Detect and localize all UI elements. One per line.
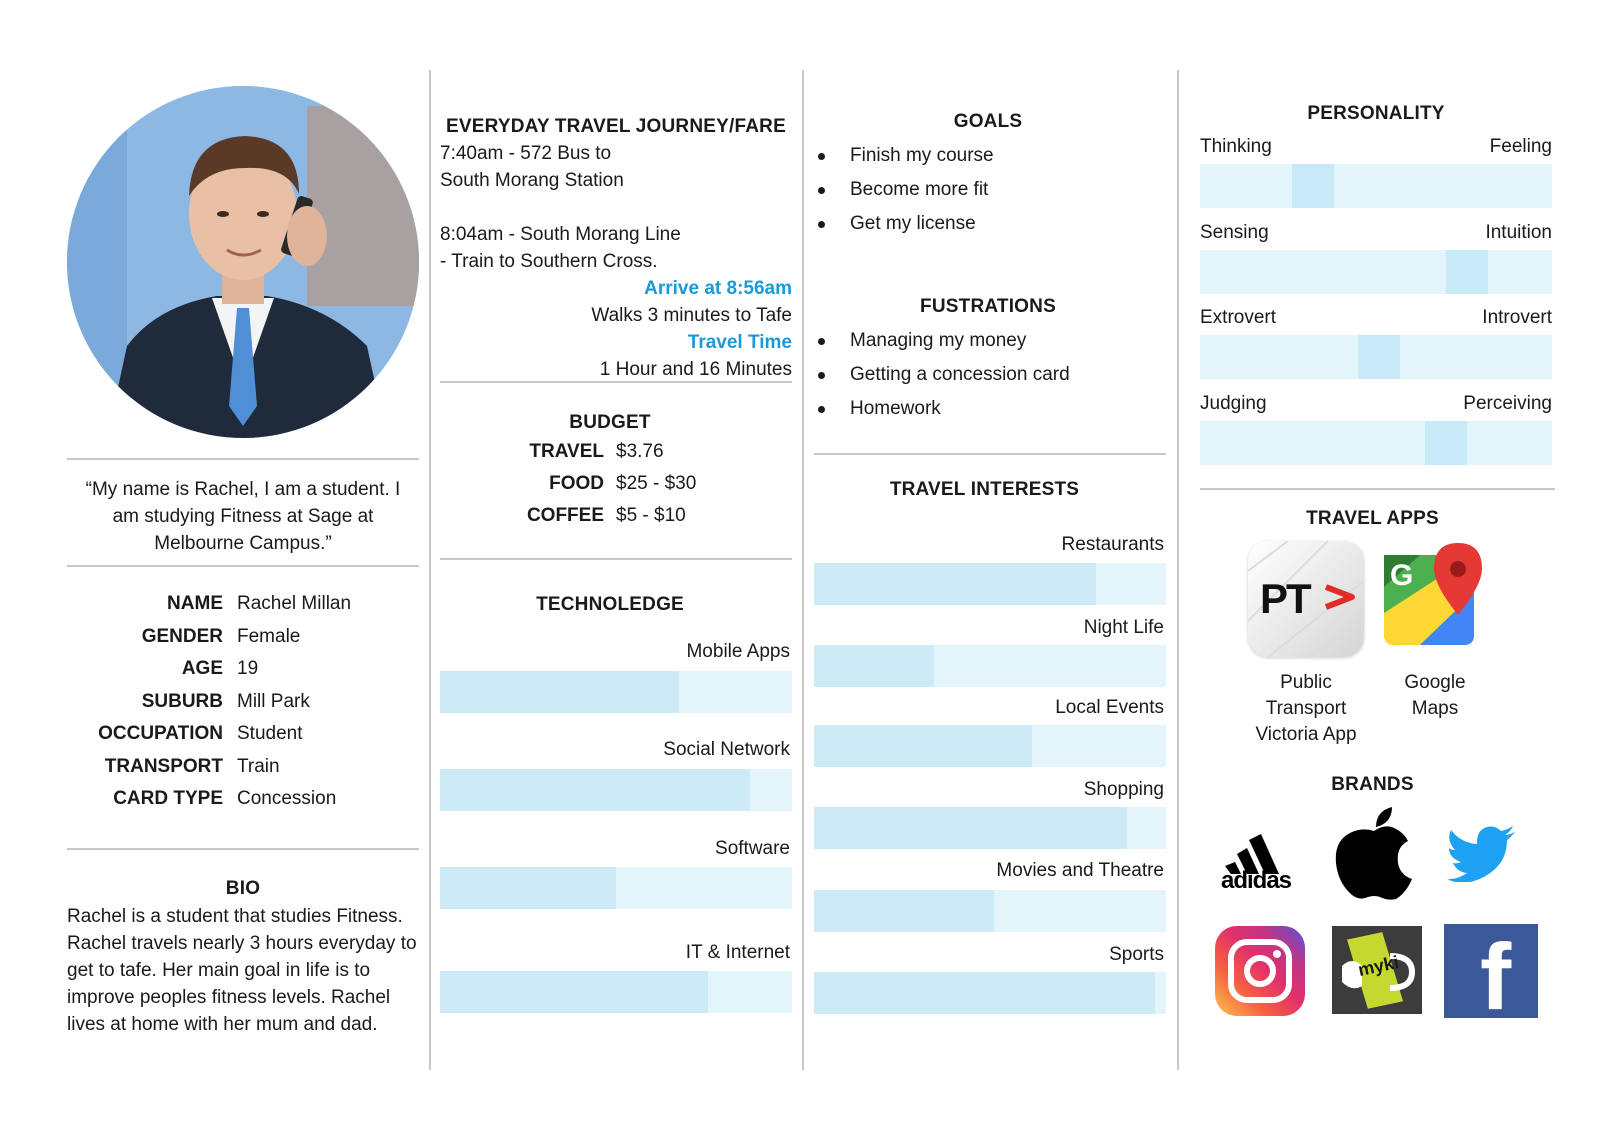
adidas-wordmark: adidas [1221,867,1292,894]
field-key: AGE [181,658,223,679]
interest-bar-fill [814,645,934,687]
twitter-bird-icon [1447,826,1517,882]
field-key: NAME [167,593,223,614]
myki-logo [1332,926,1422,1014]
interest-bar-fill [814,890,994,932]
personality-right-label: Perceiving [1463,393,1552,414]
interest-bar-sports [814,972,1166,1014]
personality-left-label: Thinking [1200,136,1272,157]
budget-key: FOOD [549,473,604,494]
journey-line-4: - Train to Southern Cross. [440,251,658,272]
journey-line-3: 8:04am - South Morang Line [440,224,681,245]
profile-divider-2 [67,565,419,567]
tech-bar-fill [440,769,750,811]
field-key: CARD TYPE [113,788,223,809]
frustrations-title: FUSTRATIONS [920,296,1056,317]
personality-divider [1200,488,1555,490]
interest-label-night-life: Night Life [1083,617,1164,638]
field-key: GENDER [141,625,223,647]
personality-scale-judging-perceiving [1200,421,1552,465]
budget-title: BUDGET [569,412,651,433]
bio-text: Rachel is a student that studies Fitness. Rachel travels nearly 3 hours everyday to get to tafe. Her main goal in life is to improve peoples fitness levels. Rachel lives at home with her mum and dad. [67,906,417,1035]
personality-left-label: Sensing [1200,222,1269,243]
field-row-name [67,588,419,621]
personality-scale-thinking-feeling [1200,164,1552,208]
personality-right-label: Intuition [1485,222,1552,243]
tech-label-it-internet: IT & Internet [685,942,790,963]
travel-apps-title: TRAVEL APPS [1306,508,1439,529]
google-maps-label: Google Maps [1404,672,1466,719]
tech-label-mobile-apps: Mobile Apps [686,641,790,662]
interest-bar-fill [814,807,1127,849]
personality-scale-sensing-intuition [1200,250,1552,294]
field-value: Train [237,755,280,777]
person-photo-icon [67,86,419,438]
tech-bar-social-network [440,769,792,811]
facebook-logo [1444,924,1538,1018]
journey-line-2: South Morang Station [440,170,624,191]
profile-divider-1 [67,458,419,460]
budget-list [440,436,792,532]
field-key: SUBURB [141,690,223,712]
interest-bar-shopping [814,807,1166,849]
technology-title: TECHNOLEDGE [536,594,684,615]
interest-bar-fill [814,563,1096,605]
bio-title: BIO [225,878,261,899]
profile-fields [67,588,419,816]
interest-bar-night-life [814,645,1166,687]
column-divider-3 [1177,70,1179,1070]
journey-spacer [440,194,792,221]
budget-row-coffee [440,500,792,532]
interest-bar-fill [814,972,1155,1014]
field-row-age [67,653,419,686]
interest-bar-movies-theatre [814,890,1166,932]
field-row-gender [67,621,419,654]
field-key: TRANSPORT [104,755,223,777]
ptv-app-label: Public Transport Victoria App [1255,672,1357,745]
field-value: Mill Park [237,690,310,712]
journey-line-1: 7:40am - 572 Bus to [440,143,612,164]
column-divider-1 [429,70,431,1070]
interest-bar-local-events [814,725,1166,767]
interest-label-movies-theatre: Movies and Theatre [996,860,1164,881]
apple-icon [1334,805,1414,900]
goal-item: Get my license [814,207,1164,241]
interest-bar-fill [814,725,1032,767]
myki-wordmark: myki [1356,951,1401,981]
brands-title: BRANDS [1331,774,1414,795]
frustration-item: Managing my money [814,324,1164,358]
frustration-item: Getting a concession card [814,358,1164,392]
field-key: OCCUPATION [98,723,223,744]
personality-left-label: Judging [1200,393,1267,414]
profile-quote: “My name is Rachel, I am a student. I am studying Fitness at Sage at Melbourne Campus.” [85,479,401,554]
interest-label-sports: Sports [1109,944,1164,965]
personality-right-label: Feeling [1489,136,1552,157]
tech-label-social-network: Social Network [663,739,790,760]
personality-marker [1292,164,1334,208]
tech-bar-fill [440,971,708,1013]
field-value: Concession [237,788,337,809]
travel-time-value: 1 Hour and 16 Minutes [599,359,792,380]
interest-label-shopping: Shopping [1083,779,1164,800]
journey-divider [440,381,792,383]
column-divider-2 [802,70,804,1070]
tech-bar-mobile-apps [440,671,792,713]
field-value: Student [237,723,303,744]
profile-photo [67,86,419,438]
personality-left-label: Extrovert [1200,307,1277,328]
budget-value: $25 - $30 [616,473,697,494]
personality-right-label: Introvert [1482,307,1552,328]
journey-details [440,140,792,383]
goal-item: Finish my course [814,139,1164,173]
budget-key: COFFEE [526,505,604,526]
profile-divider-3 [67,848,419,850]
goal-item: Become more fit [814,173,1164,207]
tech-bar-software [440,867,792,909]
ptv-app-icon[interactable] [1248,541,1364,657]
instagram-logo [1215,926,1305,1016]
tech-bar-fill [440,671,679,713]
field-row-transport [67,751,419,784]
interest-label-local-events: Local Events [1055,697,1164,718]
tech-bar-it-internet [440,971,792,1013]
personality-title: PERSONALITY [1307,103,1445,124]
frustrations-divider [814,453,1166,455]
adidas-logo [1217,830,1307,894]
interest-bar-restaurants [814,563,1166,605]
budget-value: $5 - $10 [616,505,686,526]
budget-row-food [440,468,792,500]
field-value: Female [237,625,301,647]
journey-title: EVERYDAY TRAVEL JOURNEY/FARE [446,116,786,137]
frustration-item: Homework [814,392,1164,426]
personality-marker [1358,335,1400,379]
personality-scale-extrovert-introvert [1200,335,1552,379]
goals-title: GOALS [953,111,1023,132]
arrive-time: Arrive at 8:56am [644,278,792,299]
ptv-app-text: PT [1260,575,1310,622]
walk-text: Walks 3 minutes to Tafe [591,305,792,326]
budget-row-travel [440,436,792,468]
facebook-f-glyph: f [1480,924,1512,1018]
personality-marker [1425,421,1467,465]
apple-logo [1334,805,1414,900]
instagram-camera-icon [1215,926,1305,1016]
field-value: Rachel Millan [237,593,352,614]
budget-divider [440,558,792,560]
field-row-occupation [67,718,419,751]
tech-bar-fill [440,867,616,909]
personality-marker [1446,250,1488,294]
budget-value: $3.76 [616,441,664,462]
field-value: 19 [237,658,259,679]
interests-title: TRAVEL INTERESTS [889,479,1080,500]
twitter-logo [1447,826,1517,882]
field-row-suburb [67,686,419,719]
goals-list [814,139,1164,241]
budget-key: TRAVEL [529,441,604,462]
field-row-card-type [67,783,419,816]
travel-time-label: Travel Time [687,332,792,353]
tech-label-software: Software [715,838,790,859]
google-maps-icon[interactable] [1380,543,1486,647]
frustrations-list [814,324,1164,426]
google-maps-text: G [1390,559,1414,592]
interest-label-restaurants: Restaurants [1061,534,1164,555]
